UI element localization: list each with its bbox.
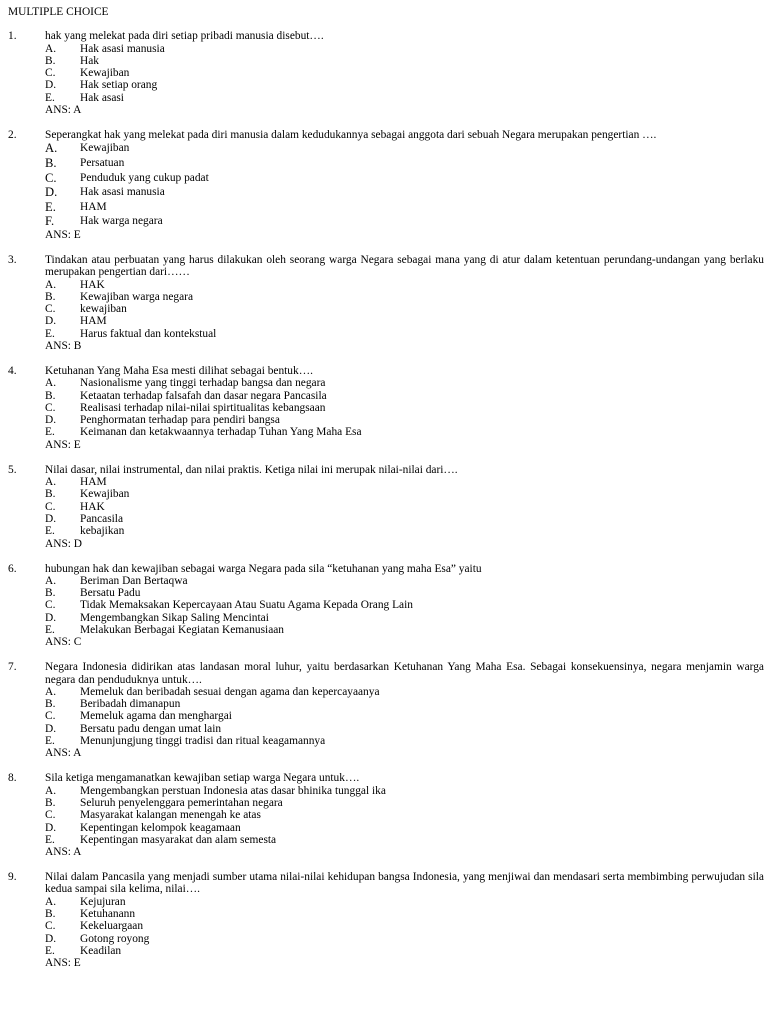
option-text: Beriman Dan Bertaqwa xyxy=(80,574,188,587)
question-text: Tindakan atau perbuatan yang harus dilakukan oleh seorang warga Negara sebagai mana yang di atur dalam ketentuan perundang-undangan yang berlaku merupakan pengertian dari…… xyxy=(45,253,764,279)
answer-key: ANS: A xyxy=(45,846,82,859)
option-letter: E. xyxy=(45,525,55,538)
option-text: Tidak Memaksakan Kepercayaan Atau Suatu Agama Kepada Orang Lain xyxy=(80,599,413,612)
option-text: HAK xyxy=(80,500,105,513)
option-letter: F. xyxy=(45,214,55,229)
option-letter: C. xyxy=(45,67,56,80)
option-letter: D. xyxy=(45,821,57,834)
option-text: Kewajiban xyxy=(80,488,130,501)
option-letter: B. xyxy=(45,796,56,809)
option-text: kewajiban xyxy=(80,303,127,316)
option-text: Kejujuran xyxy=(80,895,126,908)
answer-option xyxy=(8,185,764,200)
option-letter: A. xyxy=(45,141,58,156)
option-letter: D. xyxy=(45,79,57,92)
option-letter: D. xyxy=(45,722,57,735)
question-text: Sila ketiga mengamanatkan kewajiban setiap warga Negara untuk…. xyxy=(45,772,360,785)
answer-option xyxy=(8,908,764,920)
option-text: Hak warga negara xyxy=(80,215,163,228)
answer-option xyxy=(8,92,764,104)
answer-option xyxy=(8,735,764,747)
option-text: Masyarakat kalangan menengah ke atas xyxy=(80,809,261,822)
option-text: Memeluk agama dan menghargai xyxy=(80,710,232,723)
option-text: Ketaatan terhadap falsafah dan dasar negara Pancasila xyxy=(80,389,327,402)
answer-key: ANS: D xyxy=(45,537,83,550)
answer-option xyxy=(8,933,764,945)
answer-option xyxy=(8,43,764,55)
option-letter: A. xyxy=(45,42,57,55)
answer-option xyxy=(8,476,764,488)
option-letter: A. xyxy=(45,377,57,390)
answer-key: ANS: E xyxy=(45,957,81,970)
option-letter: C. xyxy=(45,710,56,723)
question-text: hak yang melekat pada diri setiap pribadi manusia disebut…. xyxy=(45,30,324,43)
option-text: Kepentingan masyarakat dan alam semesta xyxy=(80,833,277,846)
answer-option xyxy=(8,377,764,389)
answer-option xyxy=(8,414,764,426)
option-letter: E. xyxy=(45,944,55,957)
answer-option xyxy=(8,587,764,599)
option-letter: C. xyxy=(45,500,56,513)
option-text: HAM xyxy=(80,476,107,489)
question-number: 8. xyxy=(8,772,17,785)
option-text: Ketuhanann xyxy=(80,907,136,920)
answer-option xyxy=(8,426,764,438)
option-text: Kekeluargaan xyxy=(80,920,144,933)
answer-option xyxy=(8,214,764,229)
answer-option xyxy=(8,156,764,171)
question-line xyxy=(8,30,764,42)
answer-option xyxy=(8,79,764,91)
answer-option xyxy=(8,624,764,636)
option-letter: E. xyxy=(45,735,55,748)
document-heading: MULTIPLE CHOICE xyxy=(8,6,109,18)
answer-option xyxy=(8,291,764,303)
answer-option xyxy=(8,723,764,735)
option-letter: D. xyxy=(45,185,58,200)
option-text: HAK xyxy=(80,278,105,291)
option-letter: A. xyxy=(45,574,57,587)
question-line xyxy=(8,365,764,377)
answer-option xyxy=(8,303,764,315)
question-text: Ketuhanan Yang Maha Esa mesti dilihat sebagai bentuk…. xyxy=(45,364,313,377)
option-text: Kepentingan kelompok keagamaan xyxy=(80,821,241,834)
question-block xyxy=(8,129,764,241)
option-text: Pancasila xyxy=(80,512,124,525)
option-letter: A. xyxy=(45,476,57,489)
option-letter: E. xyxy=(45,327,55,340)
question-line xyxy=(8,772,764,784)
question-text: Negara Indonesia didirikan atas landasan moral luhur, yaitu berdasarkan Ketuhanan Yang Maha Esa. Sebagai konsekuensinya, negara menjamin warga negara dan penduduknya untuk…. xyxy=(45,661,764,686)
answer-option xyxy=(8,710,764,722)
answer-option xyxy=(8,896,764,908)
answer-option xyxy=(8,488,764,500)
option-letter: D. xyxy=(45,932,57,945)
option-text: Bersatu Padu xyxy=(80,587,141,600)
option-letter: E. xyxy=(45,426,55,439)
option-letter: B. xyxy=(45,698,56,711)
question-block xyxy=(8,661,764,759)
option-letter: A. xyxy=(45,685,57,698)
question-text: Seperangkat hak yang melekat pada diri manusia dalam kedudukannya sebagai anggota dari sebuah Negara merupakan pengertian …. xyxy=(45,129,657,142)
option-text: Keimanan dan ketakwaannya terhadap Tuhan Yang Maha Esa xyxy=(80,426,362,439)
option-letter: B. xyxy=(45,587,56,600)
answer-option xyxy=(8,200,764,215)
option-text: Seluruh penyelenggara pemerintahan negara xyxy=(80,796,283,809)
answer-key: ANS: A xyxy=(45,104,82,117)
question-number: 6. xyxy=(8,562,17,575)
answer-key: ANS: E xyxy=(45,228,81,241)
question-text: Nilai dasar, nilai instrumental, dan nilai praktis. Ketiga nilai ini merupak nilai-nilai dari…. xyxy=(45,463,458,476)
option-text: Mengembangkan Sikap Saling Mencintai xyxy=(80,611,269,624)
answer-key: ANS: E xyxy=(45,438,81,451)
question-line xyxy=(8,464,764,476)
answer-key: ANS: B xyxy=(45,339,82,352)
option-text: HAM xyxy=(80,200,107,213)
answer-option xyxy=(8,141,764,156)
answer-option xyxy=(8,945,764,957)
answer-option xyxy=(8,279,764,291)
answer-key: ANS: A xyxy=(45,747,82,760)
option-text: Hak setiap orang xyxy=(80,79,158,92)
option-text: Hak asasi xyxy=(80,91,124,104)
question-number: 1. xyxy=(8,30,17,43)
option-letter: E. xyxy=(45,91,55,104)
option-letter: D. xyxy=(45,512,57,525)
answer-option xyxy=(8,55,764,67)
option-text: kebajikan xyxy=(80,525,125,538)
option-text: Menunjungjung tinggi tradisi dan ritual keagamannya xyxy=(80,735,326,748)
question-block xyxy=(8,871,764,969)
option-text: Gotong royong xyxy=(80,932,150,945)
answer-option xyxy=(8,834,764,846)
option-text: Penduduk yang cukup padat xyxy=(80,171,209,184)
question-block xyxy=(8,563,764,649)
answer-option xyxy=(8,575,764,587)
answer-option xyxy=(8,920,764,932)
option-text: Hak asasi manusia xyxy=(80,186,165,199)
question-block xyxy=(8,772,764,858)
question-line xyxy=(8,871,764,896)
question-line xyxy=(8,661,764,686)
option-letter: C. xyxy=(45,401,56,414)
option-letter: E. xyxy=(45,833,55,846)
answer-option xyxy=(8,612,764,624)
question-block xyxy=(8,254,764,352)
question-text: hubungan hak dan kewajiban sebagai warga Negara pada sila “ketuhanan yang maha Esa” yaitu xyxy=(45,562,482,575)
option-letter: D. xyxy=(45,611,57,624)
answer-option xyxy=(8,315,764,327)
option-text: Nasionalisme yang tinggi terhadap bangsa dan negara xyxy=(80,377,326,390)
answer-option xyxy=(8,686,764,698)
answer-option xyxy=(8,67,764,79)
option-text: Harus faktual dan kontekstual xyxy=(80,327,217,340)
option-letter: C. xyxy=(45,170,57,185)
question-number: 7. xyxy=(8,661,17,674)
option-text: Hak asasi manusia xyxy=(80,42,165,55)
answer-option xyxy=(8,402,764,414)
question-block xyxy=(8,365,764,451)
option-letter: B. xyxy=(45,907,56,920)
answer-option xyxy=(8,809,764,821)
option-text: Bersatu padu dengan umat lain xyxy=(80,722,222,735)
answer-option xyxy=(8,797,764,809)
question-line xyxy=(8,129,764,141)
question-list xyxy=(8,30,764,969)
option-letter: C. xyxy=(45,809,56,822)
option-letter: A. xyxy=(45,278,57,291)
option-letter: E. xyxy=(45,199,56,214)
question-number: 5. xyxy=(8,463,17,476)
answer-option xyxy=(8,822,764,834)
question-text: Nilai dalam Pancasila yang menjadi sumber utama nilai-nilai kehidupan bangsa Indonesia, yang menjiwai dan mendasari serta membimbing perwujudan sila kedua sampai sila kelima, nilai…. xyxy=(45,871,764,896)
option-text: Kewajiban warga negara xyxy=(80,290,194,303)
option-text: Persatuan xyxy=(80,156,125,169)
question-block xyxy=(8,464,764,550)
option-letter: B. xyxy=(45,389,56,402)
question-number: 2. xyxy=(8,129,17,142)
question-block xyxy=(8,30,764,116)
question-line xyxy=(8,254,764,279)
option-letter: B. xyxy=(45,488,56,501)
option-text: Penghormatan terhadap para pendiri bangsa xyxy=(80,414,280,427)
option-letter: B. xyxy=(45,290,56,303)
option-text: Mengembangkan perstuan Indonesia atas dasar bhinika tunggal ika xyxy=(80,784,386,797)
option-letter: B. xyxy=(45,54,56,67)
answer-option xyxy=(8,785,764,797)
question-line xyxy=(8,563,764,575)
option-text: HAM xyxy=(80,315,107,328)
answer-option xyxy=(8,513,764,525)
answer-option xyxy=(8,698,764,710)
option-letter: C. xyxy=(45,920,56,933)
option-letter: D. xyxy=(45,414,57,427)
option-letter: B. xyxy=(45,155,57,170)
option-text: Kewajiban xyxy=(80,67,130,80)
answer-option xyxy=(8,171,764,186)
option-text: Beribadah dimanapun xyxy=(80,698,181,711)
option-text: Memeluk dan beribadah sesuai dengan agama dan kepercayaanya xyxy=(80,685,380,698)
option-letter: A. xyxy=(45,895,57,908)
answer-option xyxy=(8,599,764,611)
question-number: 9. xyxy=(8,871,17,884)
option-letter: E. xyxy=(45,623,55,636)
option-text: Kewajiban xyxy=(80,142,130,155)
option-text: Melakukan Berbagai Kegiatan Kemanusiaan xyxy=(80,623,285,636)
option-text: Keadilan xyxy=(80,944,122,957)
option-letter: C. xyxy=(45,599,56,612)
answer-option xyxy=(8,501,764,513)
question-number: 4. xyxy=(8,364,17,377)
option-text: Realisasi terhadap nilai-nilai spirtitualitas kebangsaan xyxy=(80,401,326,414)
answer-option xyxy=(8,525,764,537)
option-letter: C. xyxy=(45,303,56,316)
answer-option xyxy=(8,390,764,402)
question-number: 3. xyxy=(8,253,17,266)
answer-key: ANS: C xyxy=(45,636,82,649)
option-letter: D. xyxy=(45,315,57,328)
option-letter: A. xyxy=(45,784,57,797)
answer-option xyxy=(8,328,764,340)
option-text: Hak xyxy=(80,54,99,67)
